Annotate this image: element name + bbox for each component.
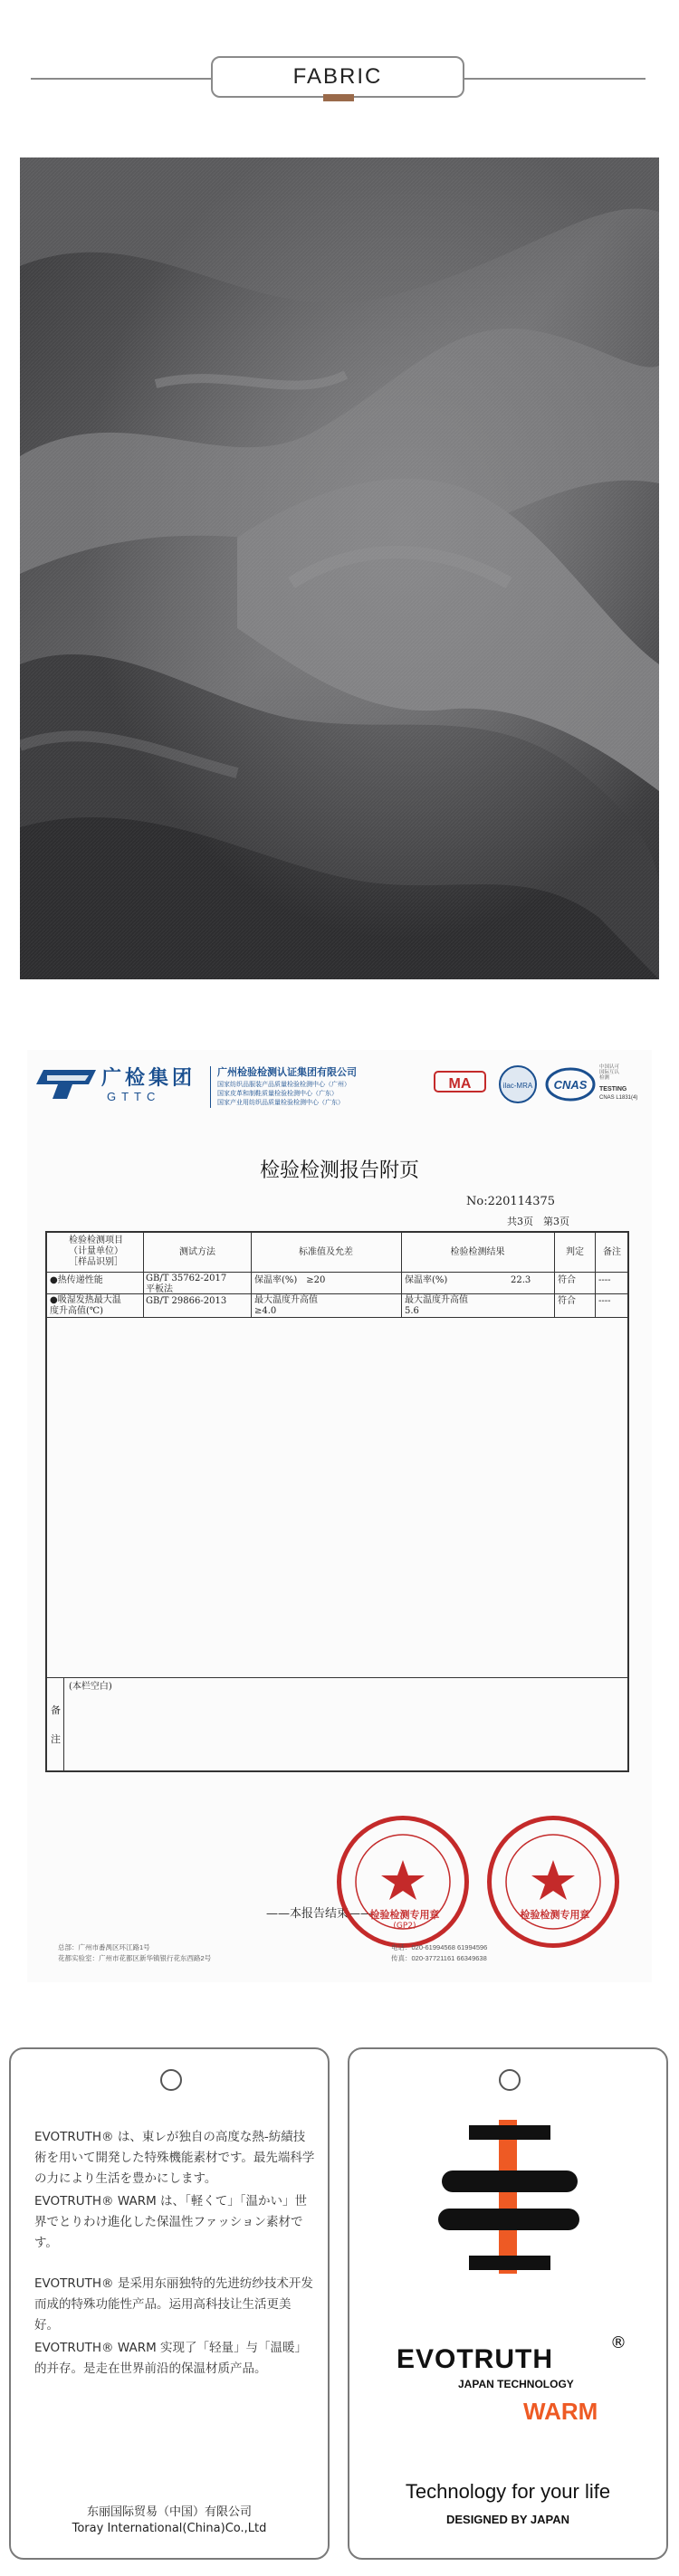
stamp-icon — [337, 1816, 469, 1948]
tag-company-cn: 东丽国际贸易（中国）有限公司 — [86, 2505, 252, 2519]
brand-warm: WARM — [523, 2398, 598, 2425]
report-number: No:220114375 — [466, 1195, 556, 1208]
evotruth-logo-icon — [433, 2120, 587, 2274]
tag-paragraph-4: EVOTRUTH® WARM 实现了「轻量」与「温暖」的并存。是走在世界前沿的保温材质产品。 — [34, 2341, 308, 2376]
ilac-icon — [496, 1064, 540, 1104]
gttc-name-en: GTTC — [107, 1090, 161, 1103]
row2-note: ---- — [598, 1296, 611, 1306]
row2-judge: 符合 — [558, 1296, 576, 1306]
cnas-label: CNAS — [553, 1078, 588, 1092]
brand-sub: JAPAN TECHNOLOGY — [458, 2378, 574, 2390]
col-header-result: 检验检测结果 — [450, 1247, 505, 1257]
ma-icon — [433, 1070, 487, 1101]
row2-item: ●吸湿发热最大温 度升高值(℃) — [50, 1295, 121, 1316]
col-header-standard: 标准值及允差 — [299, 1247, 353, 1257]
row2-result-label: 最大温度升高值 — [405, 1295, 468, 1305]
fabric-photo — [20, 157, 659, 979]
footer-right-2: 传真：020-37721161 66349638 — [391, 1954, 487, 1962]
tag-hole-right — [499, 2069, 521, 2091]
tagline: Technology for your life — [405, 2480, 611, 2503]
stamp-text-1: 检验检测专用章 — [369, 1909, 440, 1921]
tag-text — [34, 2127, 315, 2380]
col-header-note: 备注 — [603, 1247, 621, 1257]
row2-result-value: 5.6 — [405, 1306, 419, 1316]
row2-method: GB/T 29866-2013 — [146, 1296, 227, 1306]
gttc-name-cn: 广检集团 — [101, 1067, 196, 1090]
report-end-text: ——本报告结束—— — [266, 1907, 373, 1921]
gttc-sub-1: 国家纺织品服装产品质量检验检测中心（广州） — [217, 1081, 350, 1088]
remark-label: 备 注 — [51, 1704, 61, 1745]
designed-by: DESIGNED BY JAPAN — [445, 2513, 570, 2526]
row1-result-value: 22.3 — [511, 1275, 531, 1285]
gttc-sub-3: 国家产业用纺织品质量检验检测中心（广东） — [217, 1099, 344, 1106]
footer-left-2: 花都实验室：广州市花都区新华镇银行花东西路2号 — [58, 1954, 212, 1962]
footer-right-1: 电话：020-61994568 61994596 — [391, 1943, 488, 1951]
hangtag-right — [348, 2047, 668, 2560]
row1-result-label: 保温率(%) — [405, 1275, 448, 1285]
cnas-icon — [545, 1066, 596, 1102]
report-table — [45, 1231, 629, 1772]
ma-label: MA — [448, 1076, 472, 1092]
row1-method: GB/T 35762-2017 平板法 — [146, 1274, 227, 1294]
remark-text: (本栏空白) — [69, 1682, 112, 1692]
col-header-item: 检验检测项目 （计量单位） ［样品识别］ — [69, 1236, 123, 1267]
title-accent — [323, 94, 354, 101]
tag-paragraph-3: EVOTRUTH® 是采用东丽独特的先进纺纱技术开发而成的特殊功能性产品。运用高科技让生活更美好。 — [34, 2276, 313, 2333]
header-line-right — [464, 78, 646, 80]
header-line-left — [31, 78, 211, 80]
brand-name: EVOTRUTH — [397, 2344, 553, 2374]
row2-standard: 最大温度升高值 ≥4.0 — [254, 1295, 318, 1316]
gttc-divider — [210, 1066, 211, 1108]
row1-note: ---- — [598, 1275, 611, 1285]
tag-paragraph-1: EVOTRUTH® は、東レが独自の高度な熱-紡績技術を用いて開発した特殊機能素材です。最先端科学の力により生活を豊かにします。 — [34, 2130, 315, 2186]
footer-left-1: 总部：广州市番禺区环江路1号 — [58, 1943, 150, 1951]
row1-standard: 保温率(%) ≥20 — [254, 1275, 326, 1285]
stamp-icon-2 — [487, 1816, 619, 1948]
col-header-judge: 判定 — [566, 1247, 584, 1257]
row1-judge: 符合 — [558, 1275, 576, 1285]
gttc-full-name: 广州检验检测认证集团有限公司 — [217, 1066, 357, 1078]
col-header-method: 测试方法 — [179, 1247, 215, 1257]
tag-company-en: Toray International(China)Co.,Ltd — [72, 2522, 267, 2535]
ilac-label: ilac-MRA — [502, 1082, 533, 1090]
tag-hole — [160, 2069, 182, 2091]
gttc-sub-2: 国家皮革和制鞋质量检验检测中心（广东） — [217, 1090, 338, 1097]
gttc-logo-icon — [36, 1064, 100, 1104]
row1-item: ●热传递性能 — [50, 1275, 103, 1285]
cnas-testing: TESTING — [599, 1086, 627, 1092]
hangtag-left — [9, 2047, 330, 2560]
report-title: 检验检测报告附页 — [259, 1159, 419, 1182]
tag-paragraph-2: EVOTRUTH® WARM は、「軽くて」「温かい」世界でとりわけ進化した保温性ファッション素材です。 — [34, 2194, 308, 2250]
cnas-testing-top: 中国认可 国际互认 检测 — [599, 1064, 620, 1081]
stamp-text-2: 检验检测专用章 — [520, 1909, 590, 1921]
brand-registered: ® — [610, 2333, 626, 2352]
gttc-logo — [36, 1064, 100, 1108]
report-page-count: 共3页 第3页 — [507, 1216, 569, 1227]
section-title: FABRIC — [211, 56, 464, 98]
cnas-number: CNAS L1831(4) — [599, 1095, 638, 1101]
stamp-sub-1: (GP2) — [393, 1922, 416, 1931]
